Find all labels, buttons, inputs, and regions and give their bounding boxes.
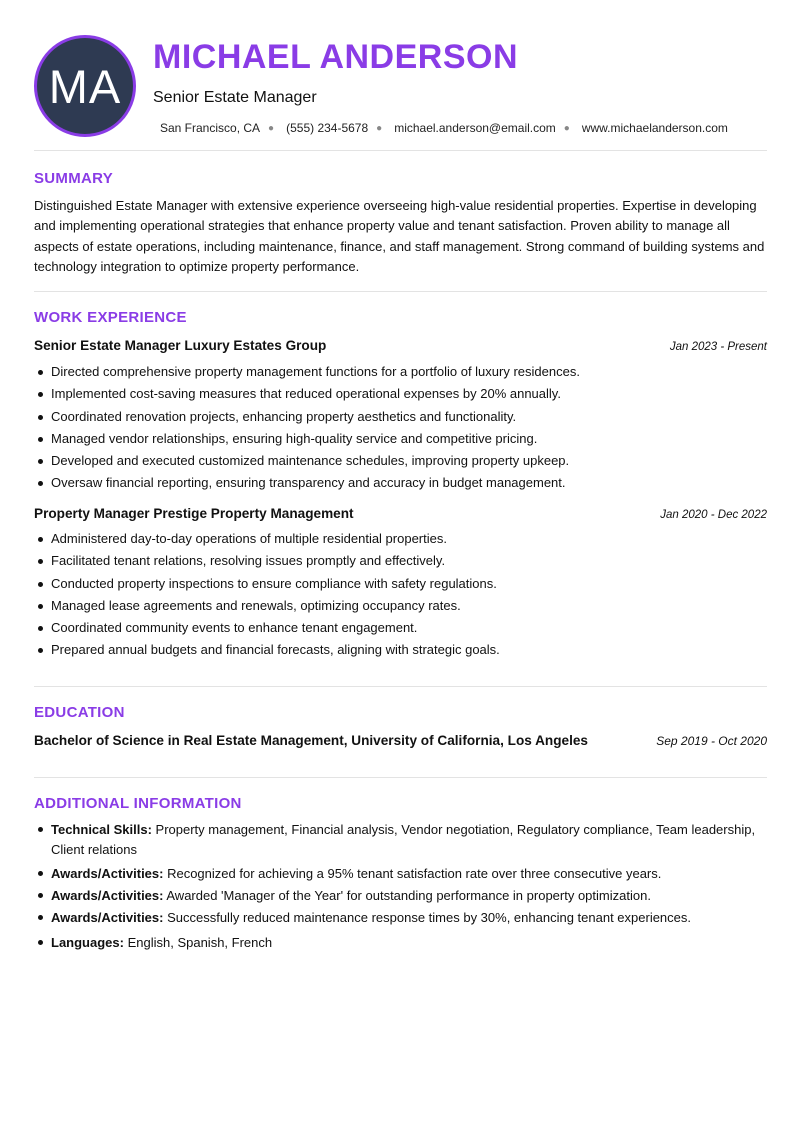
additional-info-heading: ADDITIONAL INFORMATION <box>34 795 242 812</box>
job-date: Jan 2023 - Present <box>669 341 767 353</box>
contact-website[interactable]: www.michaelanderson.com <box>581 121 728 135</box>
list-item <box>34 886 767 906</box>
item-text: Successfully reduced maintenance response times by 30%, enhancing tenant experiences. <box>163 910 692 925</box>
avatar-initials: MA <box>48 59 122 113</box>
divider <box>34 150 767 151</box>
job-header <box>34 338 767 353</box>
item-text: Awarded 'Manager of the Year' for outstanding performance in property optimization. <box>163 888 651 903</box>
item-label: Awards/Activities: <box>51 910 164 925</box>
separator-dot-icon: ● <box>376 122 383 134</box>
list-item: Managed vendor relationships, ensuring high-quality service and competitive pricing. <box>34 428 767 450</box>
degree: Bachelor of Science in Real Estate Management, University of California, Los Angeles <box>34 733 588 748</box>
item-label: Languages: <box>51 934 124 950</box>
list-item <box>34 933 767 953</box>
list-item: Administered day-to-day operations of multiple residential properties. <box>34 528 767 550</box>
summary-heading: SUMMARY <box>34 170 114 187</box>
job-bullets <box>34 528 767 662</box>
list-item: Facilitated tenant relations, resolving issues promptly and effectively. <box>34 550 767 572</box>
list-item: Prepared annual budgets and financial forecasts, aligning with strategic goals. <box>34 639 767 661</box>
list-item: Conducted property inspections to ensure compliance with safety regulations. <box>34 573 767 595</box>
avatar <box>34 35 136 137</box>
item-label: Awards/Activities: <box>51 866 164 881</box>
job-date: Jan 2020 - Dec 2022 <box>660 509 767 521</box>
job-header <box>34 506 767 521</box>
contact-line <box>160 121 728 135</box>
divider <box>34 686 767 687</box>
item-label: Technical Skills: <box>51 822 152 837</box>
additional-info-list <box>34 820 767 952</box>
list-item: Managed lease agreements and renewals, optimizing occupancy rates. <box>34 595 767 617</box>
separator-dot-icon: ● <box>563 122 570 134</box>
list-item: Coordinated community events to enhance tenant engagement. <box>34 617 767 639</box>
list-item: Directed comprehensive property management functions for a portfolio of luxury residences. <box>34 361 767 383</box>
divider <box>34 777 767 778</box>
job-bullets <box>34 361 767 495</box>
contact-email[interactable]: michael.anderson@email.com <box>394 121 556 135</box>
list-item: Developed and executed customized maintenance schedules, improving property upkeep. <box>34 450 767 472</box>
job-title: Senior Estate Manager Luxury Estates Group <box>34 338 327 353</box>
divider <box>34 291 767 292</box>
job-title: Property Manager Prestige Property Management <box>34 506 354 521</box>
education-heading: EDUCATION <box>34 704 125 721</box>
item-text: English, Spanish, French <box>123 934 273 950</box>
list-item: Coordinated renovation projects, enhancing property aesthetics and functionality. <box>34 406 767 428</box>
contact-phone[interactable]: (555) 234-5678 <box>286 121 369 135</box>
item-text: Property management, Financial analysis, Vendor negotiation, Regulatory compliance, Team leadership, Client relations <box>51 822 756 857</box>
item-label: Awards/Activities: <box>51 888 164 903</box>
summary-text: Distinguished Estate Manager with extensive experience overseeing high-value residential properties. Expertise in developing and implementing operational strategies that enhance property value and tenant satisfaction. Proven ability to manage all aspects of estate operations, including maintenance, finance, and staff management. Strong command of building systems and technology integration to optimize property performance. <box>34 198 765 274</box>
candidate-name: MICHAEL ANDERSON <box>153 38 519 76</box>
list-item <box>34 908 767 928</box>
candidate-role: Senior Estate Manager <box>153 89 317 106</box>
education-entry <box>34 733 767 748</box>
separator-dot-icon: ● <box>268 122 275 134</box>
education-date: Sep 2019 - Oct 2020 <box>656 734 767 748</box>
item-text: Recognized for achieving a 95% tenant satisfaction rate over three consecutive years. <box>163 866 662 881</box>
contact-location: San Francisco, CA <box>160 121 261 135</box>
list-item: Oversaw financial reporting, ensuring transparency and accuracy in budget management. <box>34 472 767 494</box>
list-item <box>34 864 767 884</box>
list-item <box>34 820 767 859</box>
list-item: Implemented cost-saving measures that reduced operational expenses by 20% annually. <box>34 383 767 405</box>
work-experience-heading: WORK EXPERIENCE <box>34 309 187 326</box>
